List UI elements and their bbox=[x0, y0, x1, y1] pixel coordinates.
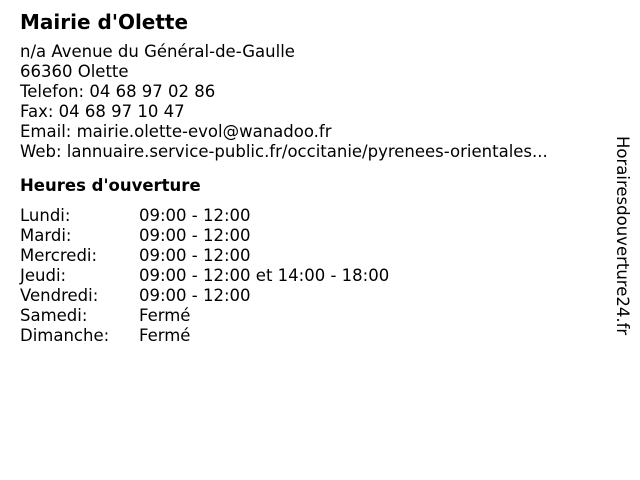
email-label: Email: bbox=[20, 122, 77, 141]
opening-hours-table bbox=[20, 206, 610, 346]
opening-hours-heading: Heures d'ouverture bbox=[20, 176, 201, 195]
web-row bbox=[20, 142, 610, 162]
address-city: 66360 Olette bbox=[20, 62, 129, 81]
website-link[interactable]: lannuaire.service-public.fr/occitanie/pyrenees-orientales... bbox=[66, 142, 548, 161]
web-label: Web: bbox=[20, 142, 67, 161]
page-title: Mairie d'Olette bbox=[20, 10, 189, 34]
hours-row-tuesday bbox=[20, 226, 610, 246]
day-label: Vendredi: bbox=[20, 286, 99, 305]
time-value: 09:00 - 12:00 bbox=[139, 246, 251, 265]
time-value: 09:00 - 12:00 bbox=[139, 206, 251, 225]
fax-number: Fax: 04 68 97 10 47 bbox=[20, 102, 185, 121]
address-street: n/a Avenue du Général-de-Gaulle bbox=[20, 42, 295, 61]
hours-row-thursday bbox=[20, 266, 610, 286]
hours-row-sunday bbox=[20, 326, 610, 346]
time-value: 09:00 - 12:00 bbox=[139, 286, 251, 305]
email-row bbox=[20, 122, 610, 142]
day-label: Jeudi: bbox=[20, 266, 67, 285]
brand-watermark-link[interactable]: Horairesdouverture24.fr bbox=[613, 136, 632, 336]
day-label: Lundi: bbox=[20, 206, 71, 225]
email-link[interactable]: mairie.olette-evol@wanadoo.fr bbox=[76, 122, 332, 141]
hours-row-friday bbox=[20, 286, 610, 306]
day-label: Mercredi: bbox=[20, 246, 98, 265]
day-label: Samedi: bbox=[20, 306, 88, 325]
time-value: 09:00 - 12:00 bbox=[139, 226, 251, 245]
time-value: Fermé bbox=[139, 326, 191, 345]
time-value: Fermé bbox=[139, 306, 191, 325]
day-label: Mardi: bbox=[20, 226, 72, 245]
hours-row-monday bbox=[20, 206, 610, 226]
phone-number: Telefon: 04 68 97 02 86 bbox=[20, 82, 216, 101]
hours-row-saturday bbox=[20, 306, 610, 326]
time-value: 09:00 - 12:00 et 14:00 - 18:00 bbox=[139, 266, 390, 285]
hours-row-wednesday bbox=[20, 246, 610, 266]
business-card bbox=[20, 10, 610, 346]
day-label: Dimanche: bbox=[20, 326, 110, 345]
